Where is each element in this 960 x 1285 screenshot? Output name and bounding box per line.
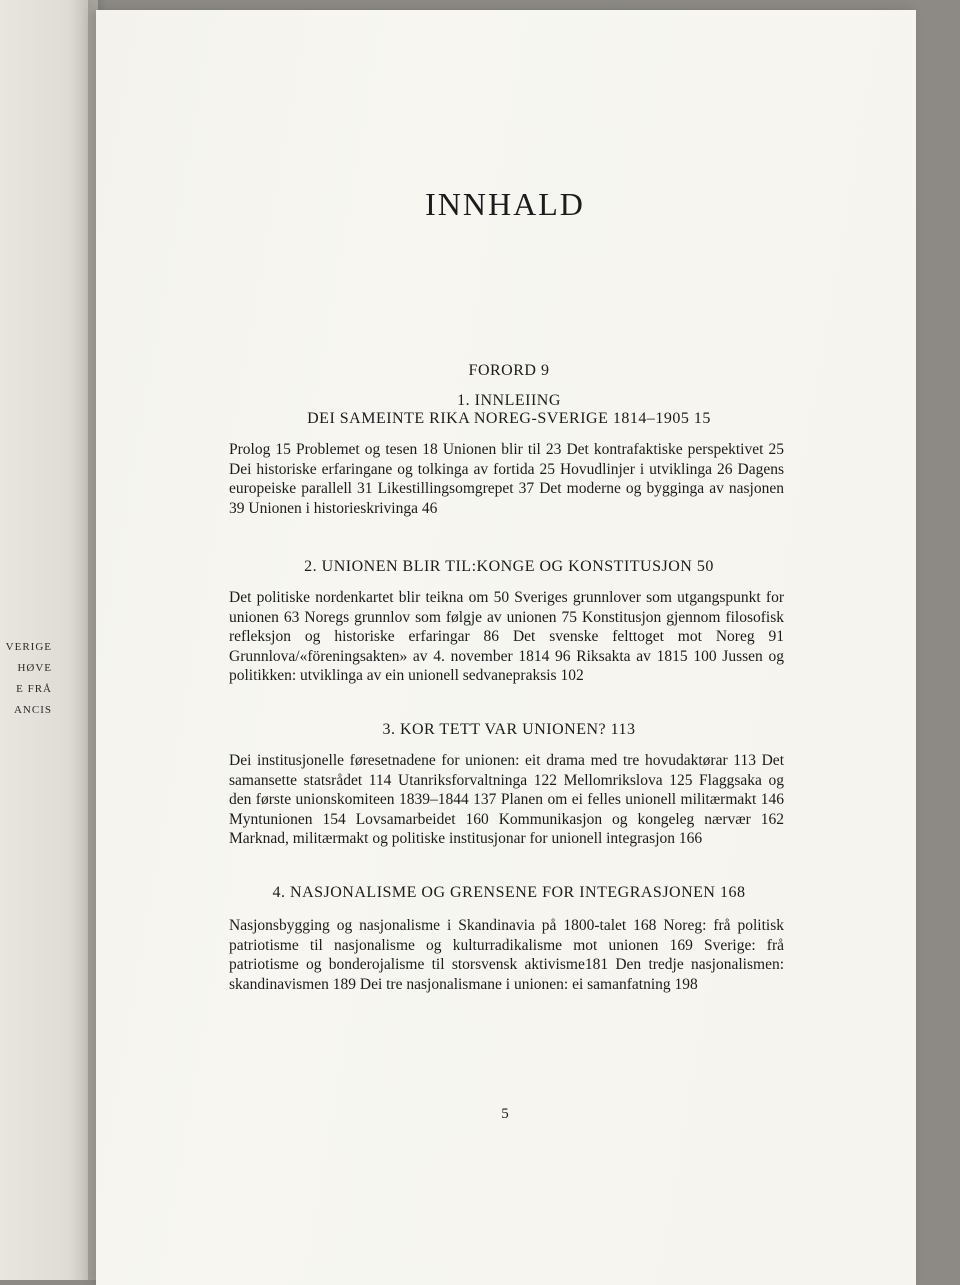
section-subheading-innleiing: DEI SAMEINTE RIKA NOREG-SVERIGE 1814–1905 15 (307, 410, 711, 427)
section-heading-unionen-blir-til: 2. UNIONEN BLIR TIL:KONGE OG KONSTITUSJON 50 (304, 558, 714, 575)
section-3-contents: Dei institusjonelle føresetnadene for unionen: eit drama med tre hovudaktørar 113 Det samansette statsrådet 114 Utanriksforvaltninga 122 Mellomrikslova 125 Flaggsaka og den første unionskomiteen 1839–1844 137 Planen om ei felles unionell militærmakt 146 Myntunionen 154 Lovsamarbeidet 160 Kommunikasjon og kongeleg nærvær 162 Marknad, militærmakt og politiske institusjonar for unionell integrasjon 166 (229, 752, 784, 847)
right-page (96, 10, 916, 1285)
section-2-contents: Det politiske nordenkartet blir teikna om 50 Sveriges grunnlover som utgangspunkt for unionen 63 Noregs grunnlov som følgje av unionen 75 Konstitusjon gjennom filosofisk refleksjon og historiske erfaringar 86 Det svenske felttoget mot Noreg 91 Grunnlova/«föreningsakten» av 4. november 1814 96 Riksakta av 1815 100 Jussen og politikken: utviklinga av ein unionell sedvanepraksis 102 (229, 589, 784, 684)
section-heading-innleiing: 1. INNLEIING (457, 392, 561, 409)
left-page-text-fragment (0, 637, 98, 721)
left-fragment-line: VERIGE (5, 641, 52, 653)
left-fragment-line: ANCIS (13, 704, 52, 716)
page-title: INNHALD (425, 186, 585, 222)
left-fragment-line: HØVE (17, 662, 52, 674)
section-1-contents: Prolog 15 Problemet og tesen 18 Unionen blir til 23 Det kontrafaktiske perspektivet 25 Dei historiske erfaringane og tolkinga av fortida 25 Hovudlinjer i utviklinga 26 Dagens europeiske parallell 31 Likestillingsomgrepet 37 Det moderne og bygginga av nasjonen 39 Unionen i historieskrivinga 46 (229, 441, 784, 517)
left-fragment-line: E FRÅ (16, 683, 52, 695)
section-heading-kor-tett: 3. KOR TETT VAR UNIONEN? 113 (382, 721, 636, 738)
section-heading-forord: FORORD 9 (468, 362, 550, 379)
section-1-heading-block (229, 392, 789, 428)
left-page (0, 0, 98, 1280)
section-4-contents: Nasjonsbygging og nasjonalisme i Skandinavia på 1800-talet 168 Noreg: frå politisk patriotisme til nasjonalisme og kulturradikalisme mot unionen 169 Sverige: frå patriotisme og bonderojalisme til storsvensk aktivisme181 Den tredje nasjonalismen: skandinavismen 189 Dei tre nasjonalismane i unionen: ei samanfatning 198 (229, 917, 784, 993)
page-number: 5 (501, 1106, 509, 1122)
section-heading-nasjonalisme: 4. NASJONALISME OG GRENSENE FOR INTEGRASJONEN 168 (272, 884, 746, 901)
